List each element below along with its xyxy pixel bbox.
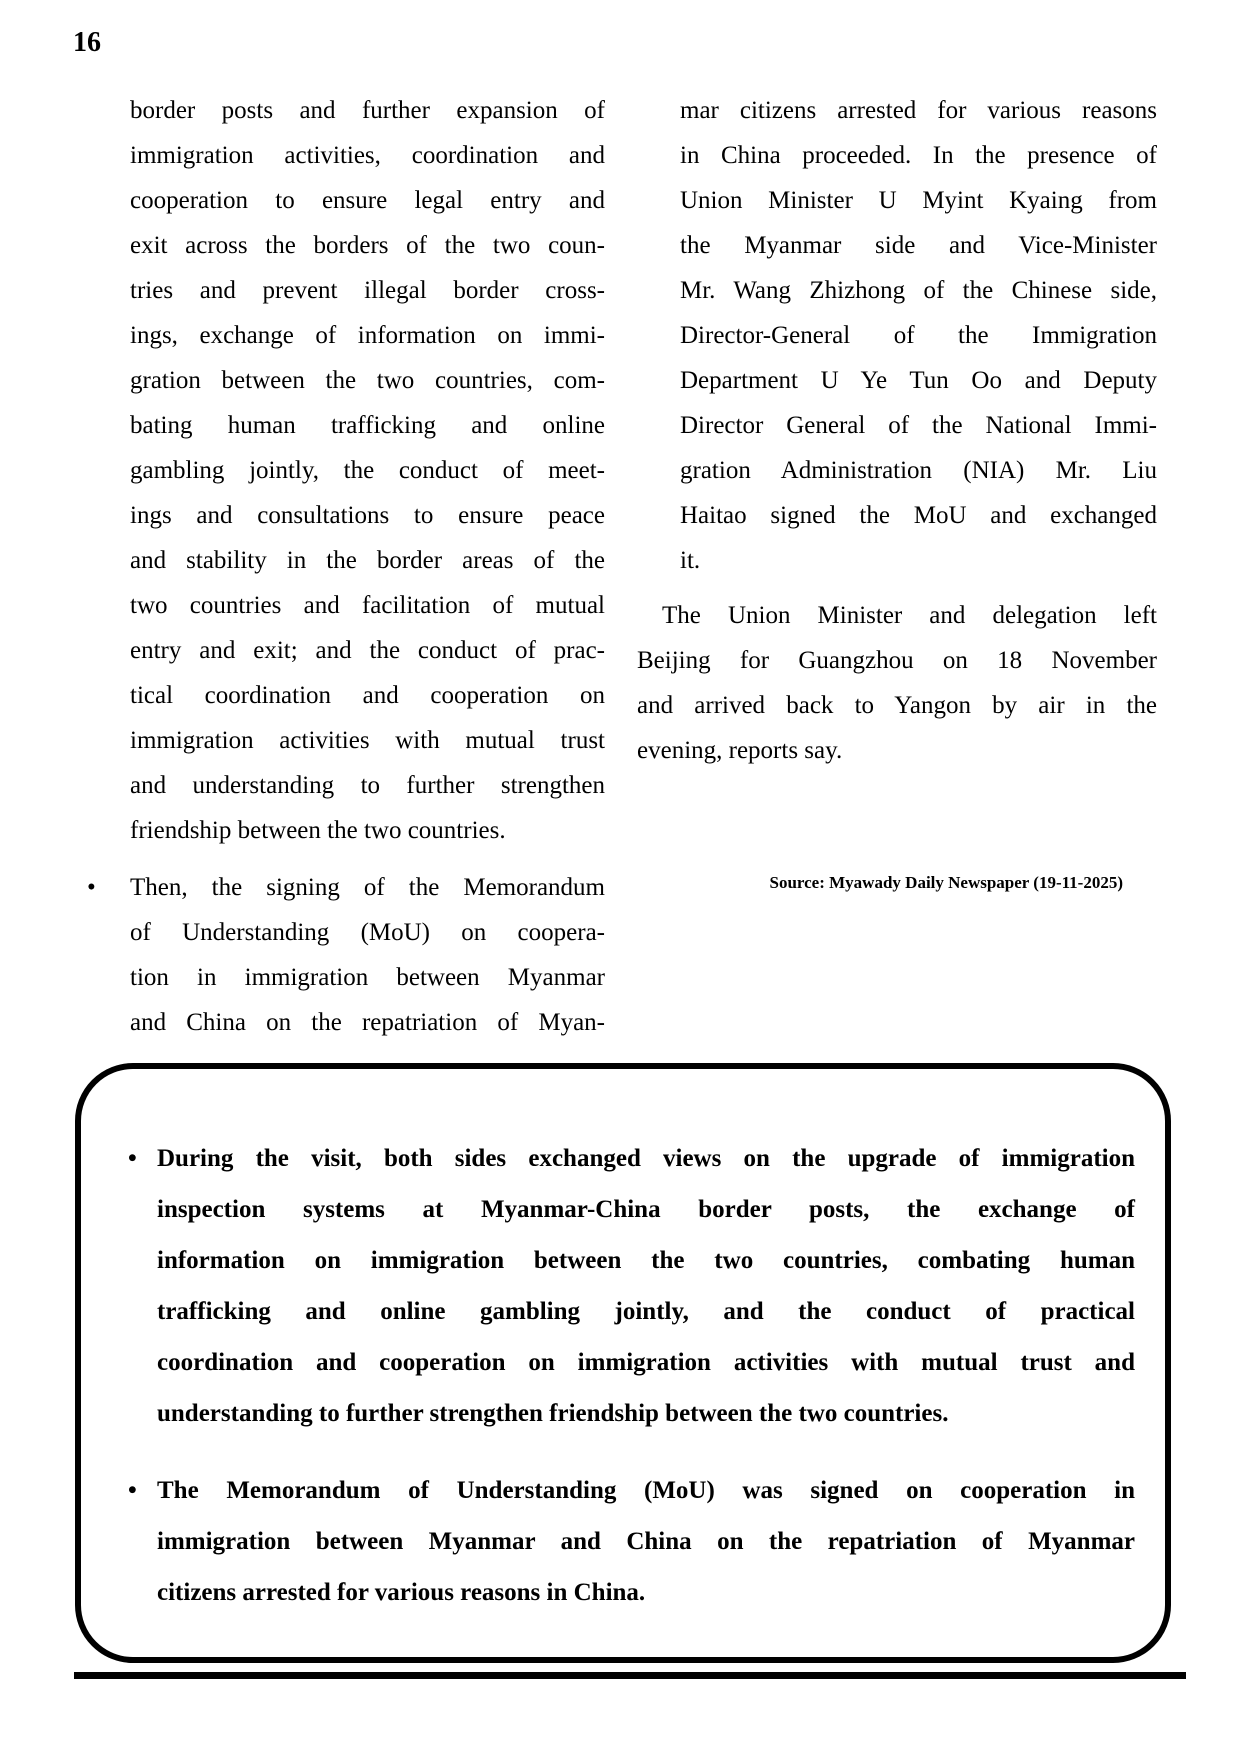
text-line: citizens arrested for various reasons in China. (157, 1579, 646, 1606)
text-line: and understanding to further strengthen (130, 772, 605, 799)
summary-bullet (128, 1465, 1135, 1618)
column-right (637, 88, 1157, 894)
paragraph-continuation (130, 88, 605, 853)
text-line: bating human trafficking and online (130, 412, 605, 439)
text-line: During the visit, both sides exchanged views on the upgrade of immigration (157, 1145, 1135, 1172)
text-line: exit across the borders of the two coun- (130, 232, 605, 259)
text-line: The Memorandum of Understanding (MoU) was signed on cooperation in (157, 1477, 1135, 1504)
bullet-icon: • (87, 874, 96, 901)
text-line: and China on the repatriation of Myan- (130, 1009, 605, 1036)
text-line: and arrived back to Yangon by air in the (637, 692, 1157, 719)
column-left (85, 88, 605, 1045)
text-line: Director-General of the Immigration (680, 322, 1157, 349)
text-line: two countries and facilitation of mutual (130, 592, 605, 619)
text-line: The Union Minister and delegation left (662, 602, 1157, 629)
text-line: gration between the two countries, com- (130, 367, 605, 394)
text-line: understanding to further strengthen friendship between the two countries. (157, 1400, 949, 1427)
source-line: Source: Myawady Daily Newspaper (19-11-2025) (769, 873, 1123, 892)
text-line: coordination and cooperation on immigration activities with mutual trust and (157, 1349, 1135, 1376)
text-line: it. (680, 547, 701, 574)
text-line: friendship between the two countries. (130, 817, 506, 844)
bullet-continuation (680, 88, 1157, 583)
bullet-text (157, 1133, 1135, 1439)
text-line: immigration between Myanmar and China on the repatriation of Myanmar (157, 1528, 1135, 1555)
summary-bullet (128, 1133, 1135, 1439)
page-number: 16 (73, 27, 101, 58)
text-line: the Myanmar side and Vice-Minister (680, 232, 1157, 259)
text-line: gration Administration (NIA) Mr. Liu (680, 457, 1157, 484)
text-line: in China proceeded. In the presence of (680, 142, 1157, 169)
bullet-icon: • (128, 1145, 137, 1172)
summary-box-content (81, 1069, 1165, 1618)
text-line: Haitao signed the MoU and exchanged (680, 502, 1157, 529)
bullet-item (85, 865, 605, 1045)
news-paragraph (637, 593, 1157, 773)
summary-box (75, 1063, 1171, 1663)
bottom-rule (74, 1672, 1186, 1679)
text-line: evening, reports say. (637, 737, 843, 764)
text-line: immigration activities with mutual trust (130, 727, 605, 754)
text-line: tion in immigration between Myanmar (130, 964, 605, 991)
text-line: cooperation to ensure legal entry and (130, 187, 605, 214)
text-line: tical coordination and cooperation on (130, 682, 605, 709)
text-line: and stability in the border areas of the (130, 547, 605, 574)
text-line: ings and consultations to ensure peace (130, 502, 605, 529)
text-line: tries and prevent illegal border cross- (130, 277, 605, 304)
text-line: border posts and further expansion of (130, 97, 605, 124)
text-line: trafficking and online gambling jointly, and the conduct of practical (157, 1298, 1135, 1325)
text-line: information on immigration between the two countries, combating human (157, 1247, 1135, 1274)
bullet-text (130, 865, 605, 1045)
text-line: Beijing for Guangzhou on 18 November (637, 647, 1157, 674)
bullet-icon: • (128, 1477, 137, 1504)
bullet-text (157, 1465, 1135, 1618)
text-line: Director General of the National Immi- (680, 412, 1157, 439)
text-line: Then, the signing of the Memorandum (130, 874, 605, 901)
text-line: inspection systems at Myanmar-China border posts, the exchange of (157, 1196, 1135, 1223)
text-line: mar citizens arrested for various reasons (680, 97, 1157, 124)
text-line: Union Minister U Myint Kyaing from (680, 187, 1157, 214)
text-line: Department U Ye Tun Oo and Deputy (680, 367, 1157, 394)
text-line: Mr. Wang Zhizhong of the Chinese side, (680, 277, 1157, 304)
text-line: gambling jointly, the conduct of meet- (130, 457, 605, 484)
text-line: of Understanding (MoU) on coopera- (130, 919, 605, 946)
text-line: ings, exchange of information on immi- (130, 322, 605, 349)
text-line: entry and exit; and the conduct of prac- (130, 637, 605, 664)
text-line: immigration activities, coordination and (130, 142, 605, 169)
